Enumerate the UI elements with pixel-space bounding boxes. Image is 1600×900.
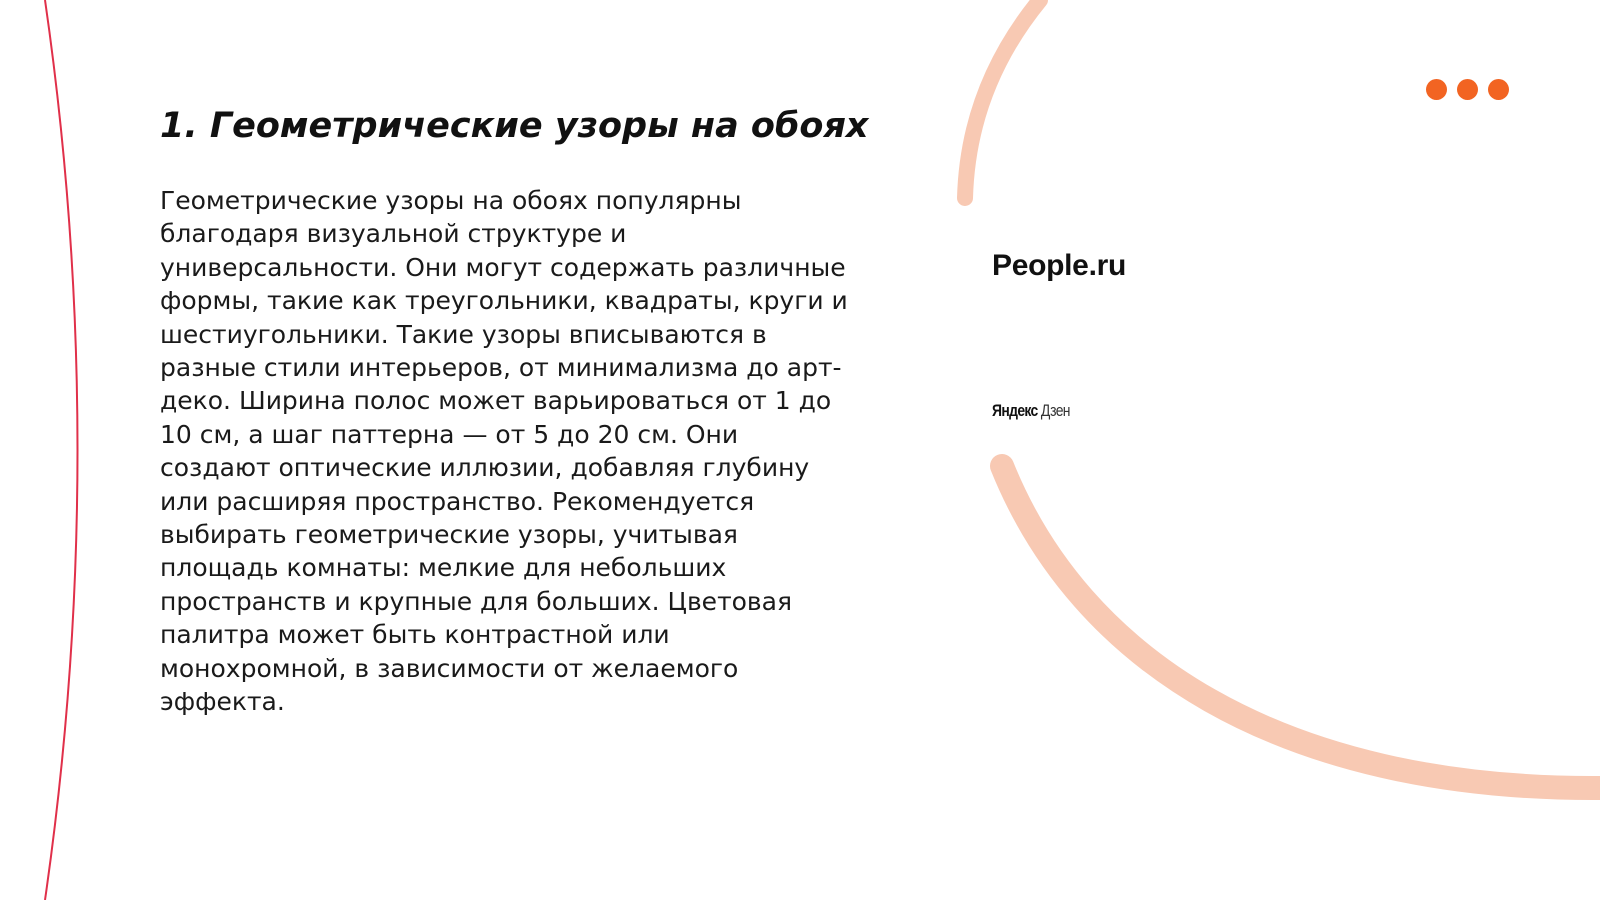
dot-1 xyxy=(1426,79,1447,100)
slide-title: 1. Геометрические узоры на обоях xyxy=(160,106,869,146)
decorative-arc-top xyxy=(965,0,1040,198)
platform-brand: Яндекс xyxy=(992,401,1038,420)
more-dots-icon[interactable] xyxy=(1426,79,1509,100)
decorative-arc-bottom xyxy=(1002,466,1600,788)
dot-3 xyxy=(1488,79,1509,100)
slide-body-text: Геометрические узоры на обоях популярны благодаря визуальной структуре и универсальности. Они могут содержать различные формы, такие как треугольники, квадраты, круги и шестиугольники. Такие узоры вписываются в разные стили интерьеров, от минимализма до арт-деко. Ширина полос может варьироваться от 1 до 10 см, а шаг паттерна — от 5 до 20 см. Они создают оптические иллюзии, добавляя глубину или расширяя пространство. Рекомендуется выбирать геометрические узоры, учитывая площадь комнаты: мелкие для небольших пространств и крупные для больших. Цветовая палитра может быть контрастной или монохромной, в зависимости от желаемого эффекта. xyxy=(160,186,848,717)
source-name: People.ru xyxy=(992,249,1126,282)
platform-service: Дзен xyxy=(1040,401,1070,420)
dot-2 xyxy=(1457,79,1478,100)
platform-label xyxy=(992,400,1070,422)
left-edge-curve xyxy=(45,0,78,900)
